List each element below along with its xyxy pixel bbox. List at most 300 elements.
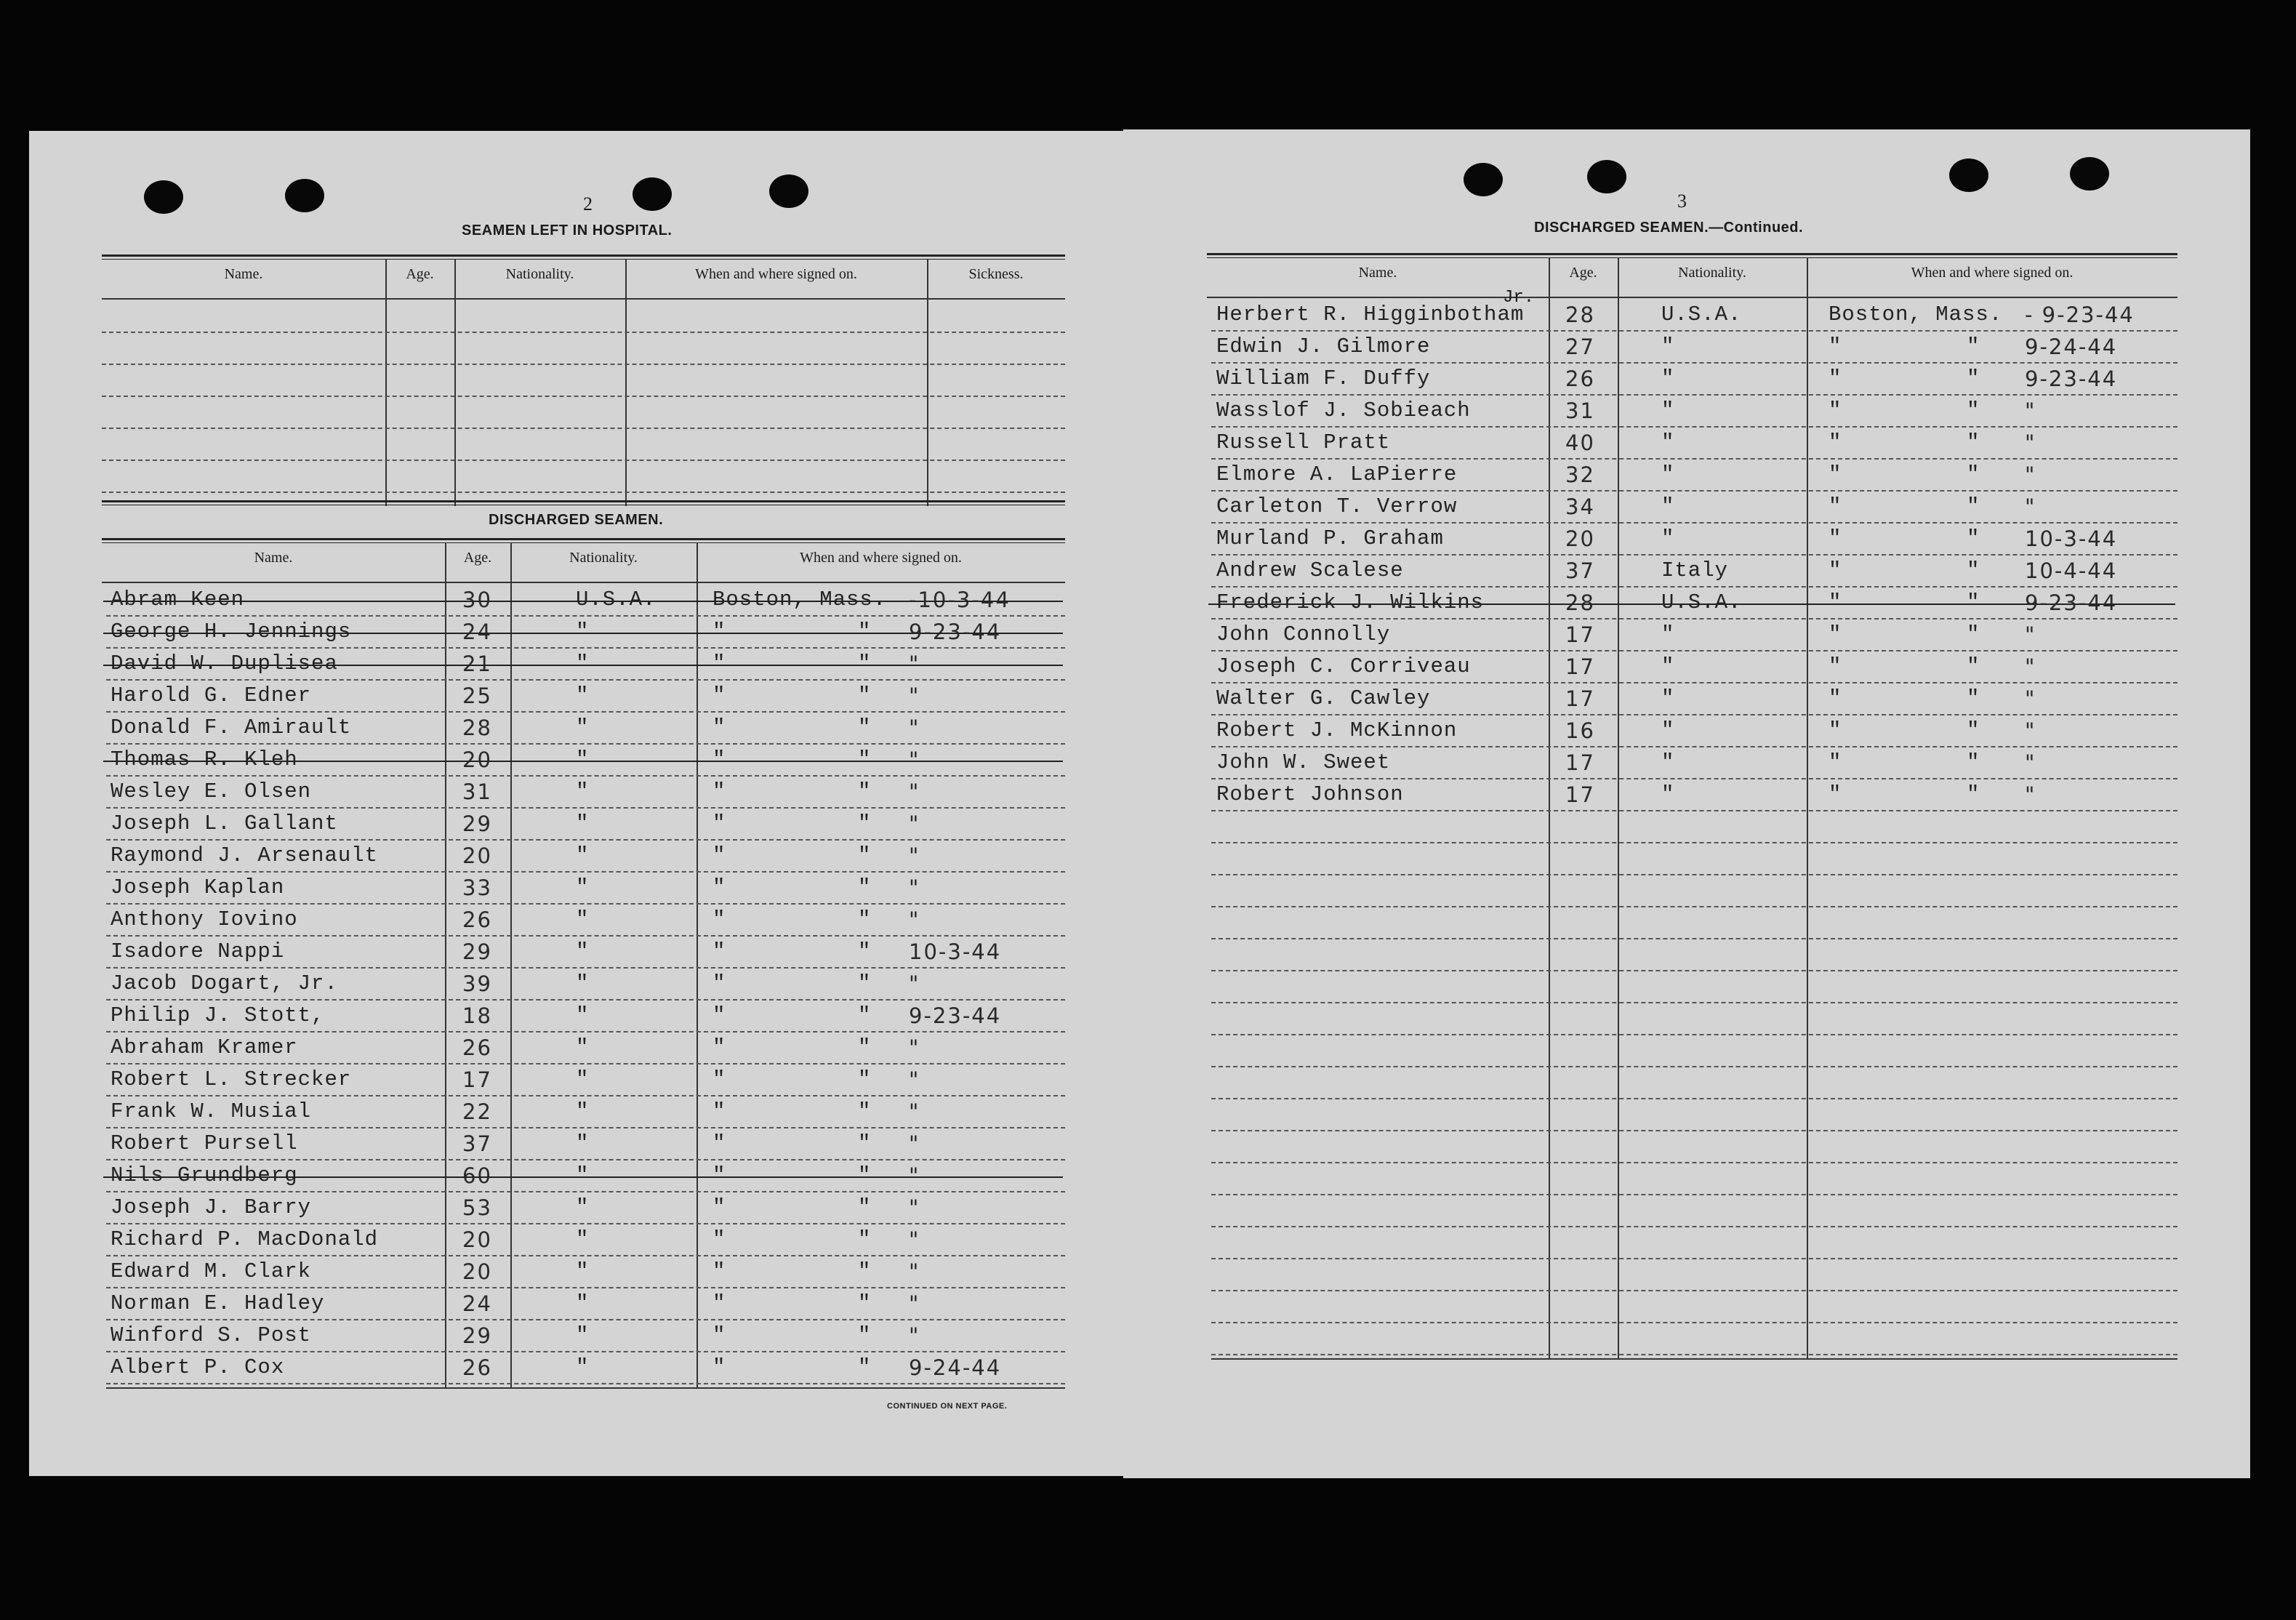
seaman-nationality: " xyxy=(576,939,590,963)
column-divider xyxy=(385,259,387,506)
ruled-line xyxy=(106,1159,1065,1160)
ruled-line xyxy=(106,807,1065,809)
seaman-nationality: U.S.A. xyxy=(576,588,657,611)
seaman-age: 26 xyxy=(462,907,492,932)
column-header: Nationality. xyxy=(1678,265,1746,281)
seaman-nationality: " xyxy=(1661,366,1675,390)
signed-on-date: " xyxy=(909,1291,920,1316)
signed-on-ditto: " xyxy=(858,1355,872,1379)
strikethrough-line xyxy=(103,665,1063,666)
punch-hole xyxy=(144,180,183,214)
table-rule xyxy=(102,298,1065,300)
signed-on-place: " xyxy=(713,1131,726,1155)
signed-on-ditto: " xyxy=(1967,686,1980,710)
signed-on-ditto: " xyxy=(1967,622,1980,646)
seaman-nationality: " xyxy=(576,1227,590,1251)
signed-on-ditto: " xyxy=(858,843,872,867)
signed-on-place: " xyxy=(713,1227,726,1251)
signed-on-ditto: " xyxy=(1967,718,1980,742)
seaman-nationality: " xyxy=(576,619,590,643)
signed-on-date: " xyxy=(909,1067,920,1092)
ruled-line xyxy=(106,903,1065,905)
ruled-line xyxy=(1211,1066,2177,1067)
signed-on-place: " xyxy=(713,779,726,803)
signed-on-place: " xyxy=(1829,718,1842,742)
hospital-section-title: SEAMEN LEFT IN HOSPITAL. xyxy=(462,222,673,238)
column-header: Nationality. xyxy=(569,550,638,566)
seaman-nationality: " xyxy=(576,747,590,771)
signed-on-date: " xyxy=(909,747,920,772)
continued-section-title: DISCHARGED SEAMEN.—Continued. xyxy=(1534,220,1804,236)
signed-on-ditto: " xyxy=(1967,654,1980,678)
ruled-line xyxy=(1211,1162,2177,1163)
strikethrough-line xyxy=(103,633,1063,634)
ruled-line xyxy=(1211,778,2177,779)
signed-on-place: " xyxy=(1829,334,1842,358)
ruled-line xyxy=(1211,714,2177,715)
signed-on-date: " xyxy=(909,715,920,740)
seaman-age: 20 xyxy=(462,843,492,868)
signed-on-date: " xyxy=(2025,686,2036,711)
signed-on-date: 9-23-44 xyxy=(909,1003,1002,1028)
column-header: Sickness. xyxy=(968,266,1024,282)
ruled-line xyxy=(106,1255,1065,1256)
seaman-name: Norman E. Hadley xyxy=(111,1291,325,1315)
signed-on-ditto: " xyxy=(858,1195,872,1219)
signed-on-ditto: " xyxy=(1967,334,1980,358)
signed-on-place: " xyxy=(713,1067,726,1091)
ruled-line xyxy=(1211,682,2177,683)
ruled-line xyxy=(1211,1290,2177,1291)
signed-on-place: " xyxy=(1829,686,1842,710)
seaman-nationality: " xyxy=(576,1131,590,1155)
signed-on-date: " xyxy=(2025,494,2036,519)
signed-on-ditto: " xyxy=(858,1099,872,1123)
seaman-age: 24 xyxy=(462,619,492,644)
ruled-line xyxy=(106,999,1065,1001)
ruled-line xyxy=(1211,938,2177,939)
signed-on-date: 9-23-44 xyxy=(909,619,1002,644)
ruled-line xyxy=(106,1095,1065,1096)
seaman-name: David W. Duplisea xyxy=(111,651,338,675)
ruled-line xyxy=(106,1063,1065,1064)
seaman-nationality: " xyxy=(576,1259,590,1283)
signed-on-place: " xyxy=(713,619,726,643)
signed-on-date: " xyxy=(2025,718,2036,743)
seaman-age: 17 xyxy=(1565,782,1595,807)
table-rule xyxy=(106,1387,1065,1389)
signed-on-ditto: " xyxy=(858,747,872,771)
column-header: Age. xyxy=(463,550,492,566)
seaman-age: 20 xyxy=(1565,526,1595,551)
signed-on-date: " xyxy=(909,971,920,996)
seaman-name: Herbert R. Higginbotham xyxy=(1216,302,1525,326)
ruled-line xyxy=(106,1319,1065,1320)
right-page xyxy=(1123,129,2250,1478)
signed-on-ditto: " xyxy=(858,1291,872,1315)
table-rule xyxy=(102,254,1065,257)
seaman-nationality: " xyxy=(1661,494,1675,518)
punch-hole xyxy=(1587,160,1626,193)
signed-on-date: " xyxy=(909,843,920,868)
continued-note: CONTINUED ON NEXT PAGE. xyxy=(887,1402,1008,1411)
seaman-name: Wasslof J. Sobieach xyxy=(1216,398,1471,422)
signed-on-date: -10-3-44 xyxy=(909,588,1011,612)
seaman-age: 34 xyxy=(1565,494,1595,519)
page-number: 3 xyxy=(1677,191,1687,212)
signed-on-place: " xyxy=(1829,654,1842,678)
seaman-nationality: " xyxy=(576,875,590,899)
signed-on-ditto: " xyxy=(858,1259,872,1283)
seaman-nationality: Italy xyxy=(1661,558,1729,582)
column-header: When and where signed on. xyxy=(695,266,857,282)
ruled-line xyxy=(1211,1002,2177,1003)
ruled-line xyxy=(1211,426,2177,428)
signed-on-place: " xyxy=(713,875,726,899)
column-header: Nationality. xyxy=(505,266,574,282)
seaman-age: 60 xyxy=(462,1163,492,1188)
seaman-name: Frederick J. Wilkins xyxy=(1216,590,1485,614)
signed-on-ditto: " xyxy=(858,811,872,835)
ruled-line xyxy=(106,967,1065,969)
ruled-line xyxy=(1211,330,2177,332)
seaman-age: 31 xyxy=(462,779,492,804)
signed-on-date: " xyxy=(2025,462,2036,487)
seaman-name: George H. Jennings xyxy=(111,619,352,643)
seaman-nationality: " xyxy=(576,1067,590,1091)
signed-on-date: " xyxy=(2025,398,2036,423)
seaman-name: Jacob Dogart, Jr. xyxy=(111,971,338,995)
ruled-line xyxy=(102,460,1065,461)
ruled-line xyxy=(102,332,1065,333)
signed-on-date: " xyxy=(909,1099,920,1124)
signed-on-place: " xyxy=(1829,430,1842,454)
ruled-line xyxy=(1211,522,2177,524)
seaman-name: John Connolly xyxy=(1216,622,1391,646)
seaman-name: Joseph C. Corriveau xyxy=(1216,654,1471,678)
column-header: Age. xyxy=(406,266,434,282)
signed-on-place: " xyxy=(713,1099,726,1123)
seaman-age: 40 xyxy=(1565,430,1595,455)
signed-on-date: " xyxy=(909,1131,920,1156)
column-header: Name. xyxy=(254,550,293,566)
table-rule xyxy=(1207,297,2177,298)
seaman-age: 37 xyxy=(462,1131,492,1156)
seaman-nationality: " xyxy=(576,811,590,835)
column-divider xyxy=(445,542,446,1387)
seaman-nationality: " xyxy=(576,1355,590,1379)
seaman-name: Russell Pratt xyxy=(1216,430,1391,454)
seaman-age: 32 xyxy=(1565,462,1595,487)
seaman-age: 18 xyxy=(462,1003,492,1028)
signed-on-date: " xyxy=(2025,430,2036,455)
signed-on-ditto: " xyxy=(1967,398,1980,422)
seaman-age: 30 xyxy=(462,588,492,612)
ruled-line xyxy=(1211,1226,2177,1227)
ruled-line xyxy=(1211,586,2177,588)
seaman-nationality: " xyxy=(576,843,590,867)
ruled-line xyxy=(102,492,1065,493)
seaman-name: Nils Grundberg xyxy=(111,1163,298,1187)
signed-on-date: " xyxy=(909,651,920,676)
ruled-line xyxy=(1211,970,2177,971)
seaman-nationality: U.S.A. xyxy=(1661,590,1742,614)
seaman-nationality: " xyxy=(576,779,590,803)
signed-on-place: " xyxy=(713,843,726,867)
seaman-age: 24 xyxy=(462,1291,492,1316)
ruled-line xyxy=(106,1031,1065,1032)
seaman-age: 37 xyxy=(1565,558,1595,583)
seaman-age: 16 xyxy=(1565,718,1595,743)
seaman-name: Frank W. Musial xyxy=(111,1099,312,1123)
name-suffix: Jr. xyxy=(1503,288,1535,308)
column-divider xyxy=(510,542,512,1387)
signed-on-date: " xyxy=(909,1163,920,1188)
seaman-name: Robert Johnson xyxy=(1216,782,1404,806)
seaman-name: Philip J. Stott, xyxy=(111,1003,325,1027)
signed-on-date: " xyxy=(909,1259,920,1284)
ruled-line xyxy=(106,935,1065,937)
seaman-name: Elmore A. LaPierre xyxy=(1216,462,1458,486)
signed-on-place: " xyxy=(1829,494,1842,518)
left-page xyxy=(29,131,1134,1476)
signed-on-ditto: " xyxy=(1967,430,1980,454)
signed-on-place: " xyxy=(713,1163,726,1187)
signed-on-ditto: " xyxy=(858,1323,872,1347)
signed-on-date: 10-3-44 xyxy=(909,939,1002,964)
ruled-line xyxy=(102,396,1065,397)
seaman-name: Robert Pursell xyxy=(111,1131,298,1155)
seaman-name: Carleton T. Verrow xyxy=(1216,494,1458,518)
seaman-nationality: " xyxy=(576,651,590,675)
strikethrough-line xyxy=(1208,604,2175,605)
seaman-age: 21 xyxy=(462,651,492,676)
signed-on-date: " xyxy=(2025,654,2036,679)
punch-hole xyxy=(1464,163,1503,196)
signed-on-date: 9-24-44 xyxy=(909,1355,1002,1380)
signed-on-place: " xyxy=(713,651,726,675)
seaman-name: Richard P. MacDonald xyxy=(111,1227,379,1251)
seaman-nationality: " xyxy=(576,1099,590,1123)
signed-on-date: " xyxy=(2025,750,2036,775)
seaman-name: Walter G. Cawley xyxy=(1216,686,1431,710)
signed-on-place: " xyxy=(713,1035,726,1059)
ruled-line xyxy=(1211,458,2177,460)
seaman-nationality: " xyxy=(576,1195,590,1219)
seaman-age: 17 xyxy=(462,1067,492,1092)
seaman-age: 22 xyxy=(462,1099,492,1124)
punch-hole xyxy=(285,179,324,212)
ruled-line xyxy=(1211,362,2177,364)
ruled-line xyxy=(1211,554,2177,556)
signed-on-ditto: " xyxy=(1967,462,1980,486)
signed-on-date: " xyxy=(909,811,920,836)
punch-hole xyxy=(769,175,808,208)
table-rule xyxy=(102,582,1065,583)
signed-on-place: " xyxy=(1829,462,1842,486)
seaman-name: Andrew Scalese xyxy=(1216,558,1404,582)
punch-hole xyxy=(633,177,672,211)
seaman-age: 17 xyxy=(1565,622,1595,647)
ruled-line xyxy=(106,775,1065,777)
ruled-line xyxy=(1211,810,2177,811)
ruled-line xyxy=(1211,1098,2177,1099)
ruled-line xyxy=(1211,1322,2177,1323)
signed-on-date: 10-4-44 xyxy=(2025,558,2118,583)
ruled-line xyxy=(1211,1034,2177,1035)
seaman-name: John W. Sweet xyxy=(1216,750,1391,774)
seaman-nationality: " xyxy=(576,1035,590,1059)
seaman-nationality: " xyxy=(1661,526,1675,550)
column-divider xyxy=(1549,257,1550,1358)
seaman-nationality: " xyxy=(576,715,590,739)
signed-on-date: " xyxy=(909,1195,920,1220)
ruled-line xyxy=(106,1127,1065,1128)
ruled-line xyxy=(1211,650,2177,651)
seaman-age: 26 xyxy=(1565,366,1595,391)
table-rule xyxy=(102,542,1065,543)
ruled-line xyxy=(1211,842,2177,843)
seaman-name: Joseph L. Gallant xyxy=(111,811,338,835)
ruled-line xyxy=(1211,1258,2177,1259)
seaman-nationality: " xyxy=(1661,718,1675,742)
seaman-name: Abraham Kramer xyxy=(111,1035,298,1059)
column-header: When and where signed on. xyxy=(800,550,962,566)
signed-on-place: " xyxy=(1829,782,1842,806)
page-number: 2 xyxy=(583,193,593,214)
seaman-age: 27 xyxy=(1565,334,1595,359)
discharged-section-title: DISCHARGED SEAMEN. xyxy=(489,512,664,528)
seaman-name: Abram Keen xyxy=(111,588,245,611)
seaman-nationality: " xyxy=(576,907,590,931)
strikethrough-line xyxy=(103,761,1063,762)
signed-on-date: 9-24-44 xyxy=(2025,334,2118,359)
signed-on-ditto: " xyxy=(858,1131,872,1155)
seaman-nationality: " xyxy=(576,1003,590,1027)
signed-on-ditto: " xyxy=(1967,750,1980,774)
seaman-age: 29 xyxy=(462,939,492,964)
seaman-age: 29 xyxy=(462,1323,492,1348)
column-divider xyxy=(454,259,456,506)
ruled-line xyxy=(1211,1194,2177,1195)
signed-on-date: " xyxy=(909,683,920,708)
seaman-name: Harold G. Edner xyxy=(111,683,312,707)
signed-on-ditto: " xyxy=(858,651,872,675)
ruled-line xyxy=(106,1383,1065,1384)
seaman-name: Winford S. Post xyxy=(111,1323,312,1347)
seaman-age: 28 xyxy=(1565,590,1595,615)
table-rule xyxy=(102,538,1065,540)
signed-on-date: " xyxy=(2025,782,2036,807)
signed-on-date: 9-23-44 xyxy=(2025,590,2118,615)
signed-on-date: " xyxy=(2025,622,2036,647)
signed-on-place: " xyxy=(1829,558,1842,582)
seaman-name: Robert J. McKinnon xyxy=(1216,718,1458,742)
seaman-nationality: U.S.A. xyxy=(1661,302,1742,326)
seaman-age: 20 xyxy=(462,1227,492,1252)
seaman-age: 28 xyxy=(462,715,492,740)
seaman-name: Joseph J. Barry xyxy=(111,1195,312,1219)
signed-on-ditto: " xyxy=(1967,558,1980,582)
seaman-name: Raymond J. Arsenault xyxy=(111,843,379,867)
signed-on-ditto: " xyxy=(858,683,872,707)
column-header: When and where signed on. xyxy=(1911,265,2074,281)
signed-on-place: " xyxy=(1829,590,1842,614)
seaman-age: 29 xyxy=(462,811,492,836)
ruled-line xyxy=(1211,618,2177,619)
signed-on-place: " xyxy=(1829,622,1842,646)
seaman-nationality: " xyxy=(576,1291,590,1315)
seaman-age: 17 xyxy=(1565,686,1595,711)
signed-on-place: " xyxy=(713,1323,726,1347)
seaman-age: 17 xyxy=(1565,750,1595,775)
signed-on-date: " xyxy=(909,875,920,900)
signed-on-place: " xyxy=(1829,750,1842,774)
ruled-line xyxy=(1211,906,2177,907)
signed-on-place: " xyxy=(713,939,726,963)
table-rule xyxy=(102,500,1065,502)
strikethrough-line xyxy=(103,601,1063,602)
ruled-line xyxy=(106,871,1065,873)
signed-on-place: " xyxy=(1829,398,1842,422)
seaman-name: William F. Duffy xyxy=(1216,366,1431,390)
ruled-line xyxy=(106,1191,1065,1192)
signed-on-ditto: " xyxy=(1967,494,1980,518)
column-divider xyxy=(1807,257,1808,1358)
seaman-nationality: " xyxy=(576,1323,590,1347)
signed-on-date: 10-3-44 xyxy=(2025,526,2118,551)
seaman-name: Joseph Kaplan xyxy=(111,875,285,899)
signed-on-place: Boston, Mass. xyxy=(1829,302,2003,326)
seaman-age: 33 xyxy=(462,875,492,900)
signed-on-date: " xyxy=(909,1227,920,1252)
signed-on-place: " xyxy=(1829,526,1842,550)
seaman-age: 39 xyxy=(462,971,492,996)
signed-on-place: " xyxy=(713,747,726,771)
column-header: Name. xyxy=(224,266,263,282)
signed-on-place: " xyxy=(713,1195,726,1219)
ruled-line xyxy=(102,364,1065,365)
seaman-nationality: " xyxy=(1661,462,1675,486)
signed-on-place: " xyxy=(713,811,726,835)
signed-on-place: Boston, Mass. xyxy=(713,588,887,611)
column-header: Age. xyxy=(1569,265,1597,281)
ruled-line xyxy=(1211,1354,2177,1355)
seaman-age: 20 xyxy=(462,1259,492,1284)
seaman-name: Isadore Nappi xyxy=(111,939,285,963)
seaman-nationality: " xyxy=(1661,430,1675,454)
seaman-nationality: " xyxy=(576,683,590,707)
signed-on-ditto: " xyxy=(1967,590,1980,614)
seaman-nationality: " xyxy=(1661,750,1675,774)
seaman-age: 26 xyxy=(462,1035,492,1060)
seaman-nationality: " xyxy=(576,1163,590,1187)
signed-on-place: " xyxy=(1829,366,1842,390)
ruled-line xyxy=(1211,1130,2177,1131)
signed-on-place: " xyxy=(713,1003,726,1027)
seaman-name: Albert P. Cox xyxy=(111,1355,285,1379)
ruled-line xyxy=(106,679,1065,681)
signed-on-place: " xyxy=(713,715,726,739)
seaman-name: Thomas R. Kleh xyxy=(111,747,298,771)
signed-on-place: " xyxy=(713,907,726,931)
signed-on-ditto: " xyxy=(858,1003,872,1027)
table-rule xyxy=(1207,257,2177,258)
seaman-nationality: " xyxy=(1661,398,1675,422)
signed-on-date: 9-23-44 xyxy=(2025,366,2118,391)
column-divider xyxy=(697,542,698,1387)
signed-on-ditto: " xyxy=(858,715,872,739)
